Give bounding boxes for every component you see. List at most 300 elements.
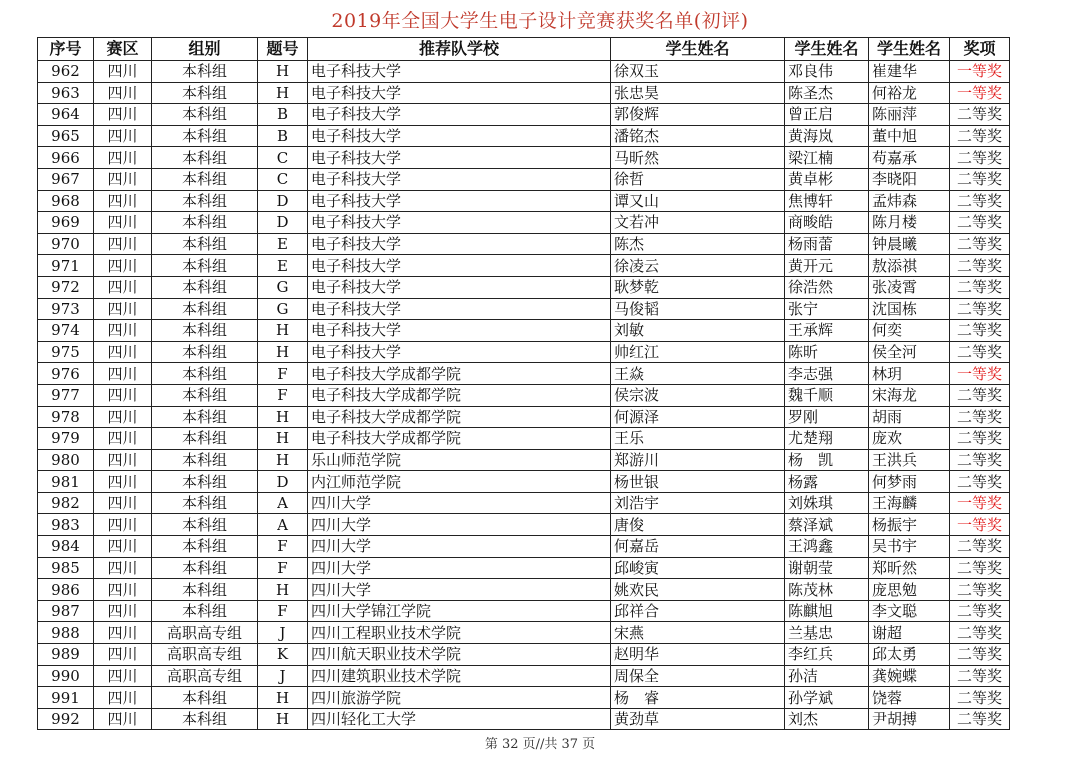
cell-index: 973	[38, 298, 94, 320]
cell-award: 二等奖	[950, 276, 1010, 298]
cell-student-2: 商畯皓	[785, 212, 869, 234]
cell-student-3: 沈国栋	[869, 298, 950, 320]
table-row	[38, 212, 1010, 234]
table-row	[38, 449, 1010, 471]
cell-index: 967	[38, 168, 94, 190]
cell-student-3: 何梦雨	[869, 471, 950, 493]
cell-student-3: 李文聪	[869, 600, 950, 622]
cell-group: 本科组	[152, 320, 258, 342]
table-row	[38, 298, 1010, 320]
cell-award: 一等奖	[950, 82, 1010, 104]
cell-student-1: 郭俊辉	[611, 104, 785, 126]
cell-student-1: 文若冲	[611, 212, 785, 234]
cell-award: 二等奖	[950, 708, 1010, 730]
cell-student-2: 张宁	[785, 298, 869, 320]
cell-student-2: 刘姝琪	[785, 492, 869, 514]
col-header-student-1: 学生姓名	[611, 38, 785, 61]
cell-student-2: 陈麒旭	[785, 600, 869, 622]
cell-student-3: 龚婉蝶	[869, 665, 950, 687]
cell-student-2: 孙洁	[785, 665, 869, 687]
cell-student-3: 王洪兵	[869, 449, 950, 471]
cell-index: 981	[38, 471, 94, 493]
cell-school: 电子科技大学	[308, 104, 611, 126]
cell-student-2: 谢朝莹	[785, 557, 869, 579]
cell-problem: H	[258, 428, 308, 450]
cell-student-1: 黄劲草	[611, 708, 785, 730]
cell-student-3: 谢超	[869, 622, 950, 644]
cell-region: 四川	[94, 557, 152, 579]
cell-school: 四川轻化工大学	[308, 708, 611, 730]
cell-school: 电子科技大学	[308, 125, 611, 147]
cell-school: 四川大学	[308, 536, 611, 558]
cell-index: 980	[38, 449, 94, 471]
cell-student-1: 王乐	[611, 428, 785, 450]
cell-problem: J	[258, 665, 308, 687]
cell-student-3: 王海麟	[869, 492, 950, 514]
cell-student-1: 邱峻寅	[611, 557, 785, 579]
cell-student-1: 何嘉岳	[611, 536, 785, 558]
cell-award: 二等奖	[950, 384, 1010, 406]
cell-region: 四川	[94, 708, 152, 730]
cell-problem: H	[258, 579, 308, 601]
cell-group: 本科组	[152, 449, 258, 471]
cell-student-2: 黄卓彬	[785, 168, 869, 190]
cell-index: 968	[38, 190, 94, 212]
table-row	[38, 536, 1010, 558]
cell-group: 高职高专组	[152, 644, 258, 666]
cell-index: 974	[38, 320, 94, 342]
cell-region: 四川	[94, 644, 152, 666]
cell-student-1: 赵明华	[611, 644, 785, 666]
cell-region: 四川	[94, 276, 152, 298]
cell-student-2: 魏千顺	[785, 384, 869, 406]
cell-group: 本科组	[152, 255, 258, 277]
cell-student-2: 兰基忠	[785, 622, 869, 644]
cell-student-3: 庞欢	[869, 428, 950, 450]
cell-problem: J	[258, 622, 308, 644]
cell-award: 二等奖	[950, 125, 1010, 147]
cell-student-1: 刘浩宇	[611, 492, 785, 514]
cell-award: 一等奖	[950, 514, 1010, 536]
cell-region: 四川	[94, 622, 152, 644]
cell-index: 976	[38, 363, 94, 385]
cell-group: 本科组	[152, 82, 258, 104]
cell-group: 本科组	[152, 406, 258, 428]
cell-group: 本科组	[152, 557, 258, 579]
cell-index: 975	[38, 341, 94, 363]
table-row	[38, 406, 1010, 428]
cell-group: 高职高专组	[152, 622, 258, 644]
cell-award: 二等奖	[950, 600, 1010, 622]
cell-index: 971	[38, 255, 94, 277]
cell-student-3: 尹胡搏	[869, 708, 950, 730]
table-row	[38, 341, 1010, 363]
cell-group: 本科组	[152, 536, 258, 558]
cell-award: 二等奖	[950, 471, 1010, 493]
cell-index: 982	[38, 492, 94, 514]
cell-award: 二等奖	[950, 212, 1010, 234]
cell-group: 本科组	[152, 212, 258, 234]
col-header-index: 序号	[38, 38, 94, 61]
cell-region: 四川	[94, 665, 152, 687]
cell-student-2: 邓良伟	[785, 61, 869, 83]
cell-school: 电子科技大学	[308, 147, 611, 169]
cell-index: 989	[38, 644, 94, 666]
cell-award: 二等奖	[950, 298, 1010, 320]
cell-student-2: 罗刚	[785, 406, 869, 428]
cell-group: 本科组	[152, 471, 258, 493]
table-row	[38, 687, 1010, 709]
cell-school: 电子科技大学	[308, 233, 611, 255]
cell-problem: H	[258, 449, 308, 471]
col-header-student-2: 学生姓名	[785, 38, 869, 61]
cell-group: 本科组	[152, 190, 258, 212]
cell-problem: F	[258, 600, 308, 622]
cell-problem: H	[258, 82, 308, 104]
cell-group: 本科组	[152, 579, 258, 601]
cell-region: 四川	[94, 190, 152, 212]
table-row	[38, 104, 1010, 126]
cell-problem: F	[258, 536, 308, 558]
cell-school: 电子科技大学	[308, 212, 611, 234]
cell-award: 二等奖	[950, 536, 1010, 558]
cell-student-3: 胡雨	[869, 406, 950, 428]
cell-student-3: 何裕龙	[869, 82, 950, 104]
cell-group: 本科组	[152, 168, 258, 190]
cell-problem: A	[258, 514, 308, 536]
cell-problem: B	[258, 125, 308, 147]
cell-problem: F	[258, 384, 308, 406]
cell-problem: H	[258, 341, 308, 363]
cell-student-1: 徐凌云	[611, 255, 785, 277]
cell-student-1: 周保全	[611, 665, 785, 687]
cell-student-3: 杨振宇	[869, 514, 950, 536]
cell-school: 乐山师范学院	[308, 449, 611, 471]
table-row	[38, 320, 1010, 342]
cell-region: 四川	[94, 320, 152, 342]
cell-problem: E	[258, 233, 308, 255]
cell-problem: C	[258, 168, 308, 190]
cell-problem: D	[258, 471, 308, 493]
cell-problem: F	[258, 363, 308, 385]
cell-index: 988	[38, 622, 94, 644]
cell-problem: F	[258, 557, 308, 579]
cell-region: 四川	[94, 104, 152, 126]
table-header-row	[38, 38, 1010, 61]
cell-school: 电子科技大学	[308, 255, 611, 277]
cell-student-2: 王鸿鑫	[785, 536, 869, 558]
cell-student-2: 陈昕	[785, 341, 869, 363]
cell-student-3: 陈月楼	[869, 212, 950, 234]
cell-award: 二等奖	[950, 665, 1010, 687]
table-row	[38, 665, 1010, 687]
cell-school: 四川工程职业技术学院	[308, 622, 611, 644]
cell-group: 本科组	[152, 600, 258, 622]
cell-problem: A	[258, 492, 308, 514]
cell-group: 本科组	[152, 125, 258, 147]
cell-student-1: 唐俊	[611, 514, 785, 536]
cell-region: 四川	[94, 687, 152, 709]
cell-student-2: 徐浩然	[785, 276, 869, 298]
cell-group: 本科组	[152, 341, 258, 363]
cell-student-3: 侯全河	[869, 341, 950, 363]
table-row	[38, 622, 1010, 644]
cell-region: 四川	[94, 212, 152, 234]
cell-student-3: 苟嘉承	[869, 147, 950, 169]
cell-region: 四川	[94, 449, 152, 471]
cell-index: 986	[38, 579, 94, 601]
table-row	[38, 384, 1010, 406]
cell-problem: G	[258, 298, 308, 320]
cell-region: 四川	[94, 384, 152, 406]
cell-student-1: 姚欢民	[611, 579, 785, 601]
cell-region: 四川	[94, 600, 152, 622]
cell-problem: H	[258, 708, 308, 730]
cell-index: 978	[38, 406, 94, 428]
col-header-region: 赛区	[94, 38, 152, 61]
cell-group: 本科组	[152, 492, 258, 514]
cell-student-1: 帅红江	[611, 341, 785, 363]
table-row	[38, 428, 1010, 450]
cell-index: 966	[38, 147, 94, 169]
cell-student-2: 刘杰	[785, 708, 869, 730]
cell-student-2: 李红兵	[785, 644, 869, 666]
cell-region: 四川	[94, 82, 152, 104]
cell-school: 电子科技大学成都学院	[308, 406, 611, 428]
cell-index: 962	[38, 61, 94, 83]
cell-region: 四川	[94, 536, 152, 558]
cell-group: 本科组	[152, 708, 258, 730]
cell-index: 970	[38, 233, 94, 255]
cell-group: 本科组	[152, 428, 258, 450]
cell-award: 一等奖	[950, 61, 1010, 83]
cell-student-2: 杨 凯	[785, 449, 869, 471]
cell-student-2: 陈圣杰	[785, 82, 869, 104]
col-header-problem: 题号	[258, 38, 308, 61]
cell-index: 985	[38, 557, 94, 579]
cell-school: 电子科技大学	[308, 320, 611, 342]
cell-school: 电子科技大学	[308, 341, 611, 363]
table-row	[38, 61, 1010, 83]
cell-region: 四川	[94, 428, 152, 450]
cell-student-3: 董中旭	[869, 125, 950, 147]
cell-student-2: 尤楚翔	[785, 428, 869, 450]
cell-student-1: 刘敏	[611, 320, 785, 342]
table-row	[38, 557, 1010, 579]
cell-school: 电子科技大学	[308, 168, 611, 190]
cell-student-3: 钟晨曦	[869, 233, 950, 255]
cell-student-2: 王承辉	[785, 320, 869, 342]
cell-student-1: 陈杰	[611, 233, 785, 255]
cell-student-3: 张凌霄	[869, 276, 950, 298]
cell-school: 四川大学锦江学院	[308, 600, 611, 622]
cell-index: 964	[38, 104, 94, 126]
cell-student-1: 马俊韬	[611, 298, 785, 320]
cell-index: 984	[38, 536, 94, 558]
cell-student-1: 邱祥合	[611, 600, 785, 622]
cell-school: 电子科技大学成都学院	[308, 384, 611, 406]
cell-award: 二等奖	[950, 622, 1010, 644]
table-row	[38, 276, 1010, 298]
cell-award: 二等奖	[950, 341, 1010, 363]
cell-school: 电子科技大学	[308, 82, 611, 104]
cell-student-2: 焦博轩	[785, 190, 869, 212]
cell-student-3: 敖添祺	[869, 255, 950, 277]
cell-group: 本科组	[152, 687, 258, 709]
cell-award: 二等奖	[950, 449, 1010, 471]
cell-school: 四川建筑职业技术学院	[308, 665, 611, 687]
cell-region: 四川	[94, 514, 152, 536]
cell-award: 二等奖	[950, 233, 1010, 255]
cell-index: 991	[38, 687, 94, 709]
cell-student-3: 郑昕然	[869, 557, 950, 579]
cell-student-1: 杨 睿	[611, 687, 785, 709]
cell-student-3: 陈丽萍	[869, 104, 950, 126]
cell-region: 四川	[94, 363, 152, 385]
cell-student-1: 徐双玉	[611, 61, 785, 83]
cell-award: 二等奖	[950, 579, 1010, 601]
cell-problem: D	[258, 190, 308, 212]
table-row	[38, 190, 1010, 212]
cell-school: 四川大学	[308, 557, 611, 579]
cell-student-1: 张忠昊	[611, 82, 785, 104]
cell-school: 电子科技大学成都学院	[308, 428, 611, 450]
cell-award: 二等奖	[950, 406, 1010, 428]
cell-school: 电子科技大学成都学院	[308, 363, 611, 385]
cell-problem: G	[258, 276, 308, 298]
cell-school: 电子科技大学	[308, 61, 611, 83]
cell-group: 高职高专组	[152, 665, 258, 687]
cell-school: 四川大学	[308, 492, 611, 514]
cell-student-2: 孙学斌	[785, 687, 869, 709]
cell-student-2: 梁江楠	[785, 147, 869, 169]
cell-region: 四川	[94, 298, 152, 320]
cell-award: 二等奖	[950, 644, 1010, 666]
cell-student-3: 孟炜森	[869, 190, 950, 212]
cell-award: 二等奖	[950, 190, 1010, 212]
cell-region: 四川	[94, 406, 152, 428]
cell-student-2: 杨露	[785, 471, 869, 493]
cell-award: 二等奖	[950, 104, 1010, 126]
cell-index: 983	[38, 514, 94, 536]
cell-student-1: 王焱	[611, 363, 785, 385]
cell-index: 992	[38, 708, 94, 730]
cell-student-3: 吴书宇	[869, 536, 950, 558]
cell-region: 四川	[94, 168, 152, 190]
cell-index: 977	[38, 384, 94, 406]
cell-region: 四川	[94, 492, 152, 514]
cell-student-1: 马昕然	[611, 147, 785, 169]
cell-student-2: 黄海岚	[785, 125, 869, 147]
table-row	[38, 708, 1010, 730]
table-row	[38, 168, 1010, 190]
cell-student-2: 黄开元	[785, 255, 869, 277]
cell-school: 内江师范学院	[308, 471, 611, 493]
cell-problem: H	[258, 406, 308, 428]
cell-problem: C	[258, 147, 308, 169]
col-header-student-3: 学生姓名	[869, 38, 950, 61]
cell-region: 四川	[94, 233, 152, 255]
cell-student-1: 潘铭杰	[611, 125, 785, 147]
cell-problem: H	[258, 320, 308, 342]
col-header-group: 组别	[152, 38, 258, 61]
cell-region: 四川	[94, 125, 152, 147]
awards-table	[37, 37, 1010, 730]
cell-index: 979	[38, 428, 94, 450]
cell-region: 四川	[94, 147, 152, 169]
cell-student-3: 宋海龙	[869, 384, 950, 406]
page-title: 2019年全国大学生电子设计竞赛获奖名单(初评)	[331, 10, 749, 32]
cell-index: 987	[38, 600, 94, 622]
page-footer: 第 32 页//共 37 页	[484, 737, 596, 752]
cell-region: 四川	[94, 471, 152, 493]
table-row	[38, 471, 1010, 493]
cell-student-1: 宋燕	[611, 622, 785, 644]
cell-region: 四川	[94, 255, 152, 277]
cell-student-1: 杨世银	[611, 471, 785, 493]
cell-student-3: 林玥	[869, 363, 950, 385]
table-row	[38, 82, 1010, 104]
cell-award: 二等奖	[950, 428, 1010, 450]
cell-index: 990	[38, 665, 94, 687]
cell-problem: D	[258, 212, 308, 234]
cell-group: 本科组	[152, 104, 258, 126]
cell-group: 本科组	[152, 514, 258, 536]
table-row	[38, 492, 1010, 514]
table-row	[38, 233, 1010, 255]
cell-student-2: 曾正启	[785, 104, 869, 126]
cell-index: 965	[38, 125, 94, 147]
cell-student-3: 何奕	[869, 320, 950, 342]
cell-school: 四川旅游学院	[308, 687, 611, 709]
cell-index: 972	[38, 276, 94, 298]
cell-group: 本科组	[152, 233, 258, 255]
cell-student-3: 邱太勇	[869, 644, 950, 666]
cell-student-3: 饶蓉	[869, 687, 950, 709]
table-row	[38, 600, 1010, 622]
cell-award: 二等奖	[950, 687, 1010, 709]
cell-award: 一等奖	[950, 492, 1010, 514]
cell-student-3: 庞思勉	[869, 579, 950, 601]
cell-region: 四川	[94, 61, 152, 83]
cell-school: 电子科技大学	[308, 298, 611, 320]
cell-student-1: 侯宗波	[611, 384, 785, 406]
table-row	[38, 147, 1010, 169]
cell-group: 本科组	[152, 276, 258, 298]
table-row	[38, 125, 1010, 147]
cell-award: 二等奖	[950, 168, 1010, 190]
cell-group: 本科组	[152, 298, 258, 320]
cell-student-1: 徐哲	[611, 168, 785, 190]
cell-problem: B	[258, 104, 308, 126]
cell-student-1: 何源泽	[611, 406, 785, 428]
cell-student-1: 耿梦乾	[611, 276, 785, 298]
cell-group: 本科组	[152, 363, 258, 385]
cell-student-3: 李晓阳	[869, 168, 950, 190]
cell-school: 四川大学	[308, 514, 611, 536]
cell-school: 电子科技大学	[308, 276, 611, 298]
col-header-award: 奖项	[950, 38, 1010, 61]
table-row	[38, 514, 1010, 536]
cell-award: 二等奖	[950, 320, 1010, 342]
cell-student-2: 陈茂林	[785, 579, 869, 601]
cell-award: 一等奖	[950, 363, 1010, 385]
cell-award: 二等奖	[950, 147, 1010, 169]
cell-group: 本科组	[152, 61, 258, 83]
cell-student-2: 李志强	[785, 363, 869, 385]
cell-problem: H	[258, 687, 308, 709]
cell-index: 969	[38, 212, 94, 234]
